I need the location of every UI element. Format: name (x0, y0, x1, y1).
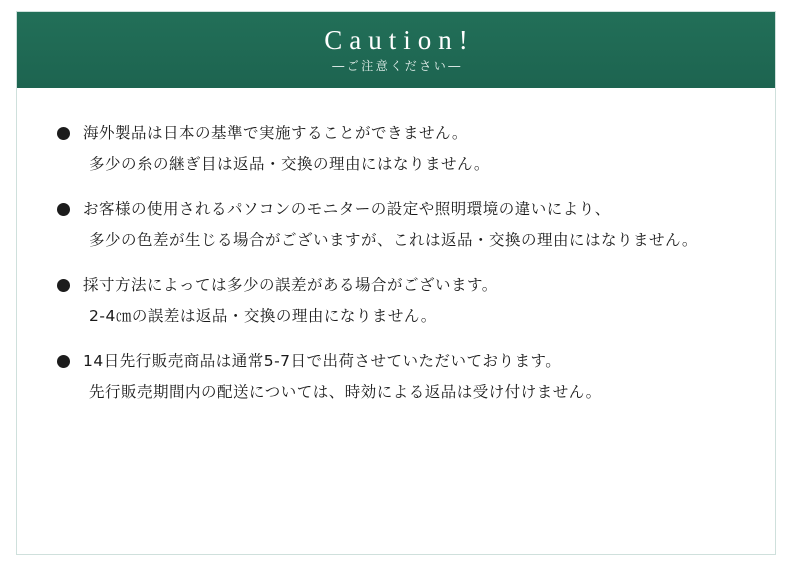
caution-list (17, 88, 775, 404)
list-item (57, 274, 741, 328)
bullet-icon (57, 355, 70, 368)
list-item-line: 14日先行販売商品は通常5-7日で出荷させていただいております。 (83, 351, 562, 370)
list-item-line: 多少の糸の継ぎ目は返品・交換の理由にはなりません。 (89, 155, 490, 174)
caution-header (17, 12, 775, 88)
list-item-line: 多少の色差が生じる場合がございますが、これは返品・交換の理由にはなりません。 (89, 231, 698, 250)
page-title: Caution! (324, 24, 475, 55)
list-item-line: 先行販売期間内の配送については、時効による返品は受け付けません。 (89, 383, 602, 402)
bullet-icon (57, 279, 70, 292)
list-item-line: 2-4㎝の誤差は返品・交換の理由になりません。 (89, 307, 437, 326)
list-item (57, 198, 741, 252)
bullet-icon (57, 203, 70, 216)
list-item-text (83, 198, 741, 252)
bullet-icon (57, 127, 70, 140)
list-item-text (83, 122, 741, 176)
list-item-line: 海外製品は日本の基準で実施することができません。 (83, 124, 468, 142)
list-item-line: お客様の使用されるパソコンのモニターの設定や照明環境の違いにより、 (83, 199, 611, 218)
list-item-text (83, 274, 741, 328)
list-item-line: 採寸方法によっては多少の誤差がある場合がございます。 (83, 275, 498, 294)
list-item (57, 122, 741, 176)
list-item-text (83, 350, 741, 404)
list-item (57, 350, 741, 404)
page-subtitle: ―ご注意ください― (332, 59, 463, 74)
caution-card (16, 11, 776, 555)
